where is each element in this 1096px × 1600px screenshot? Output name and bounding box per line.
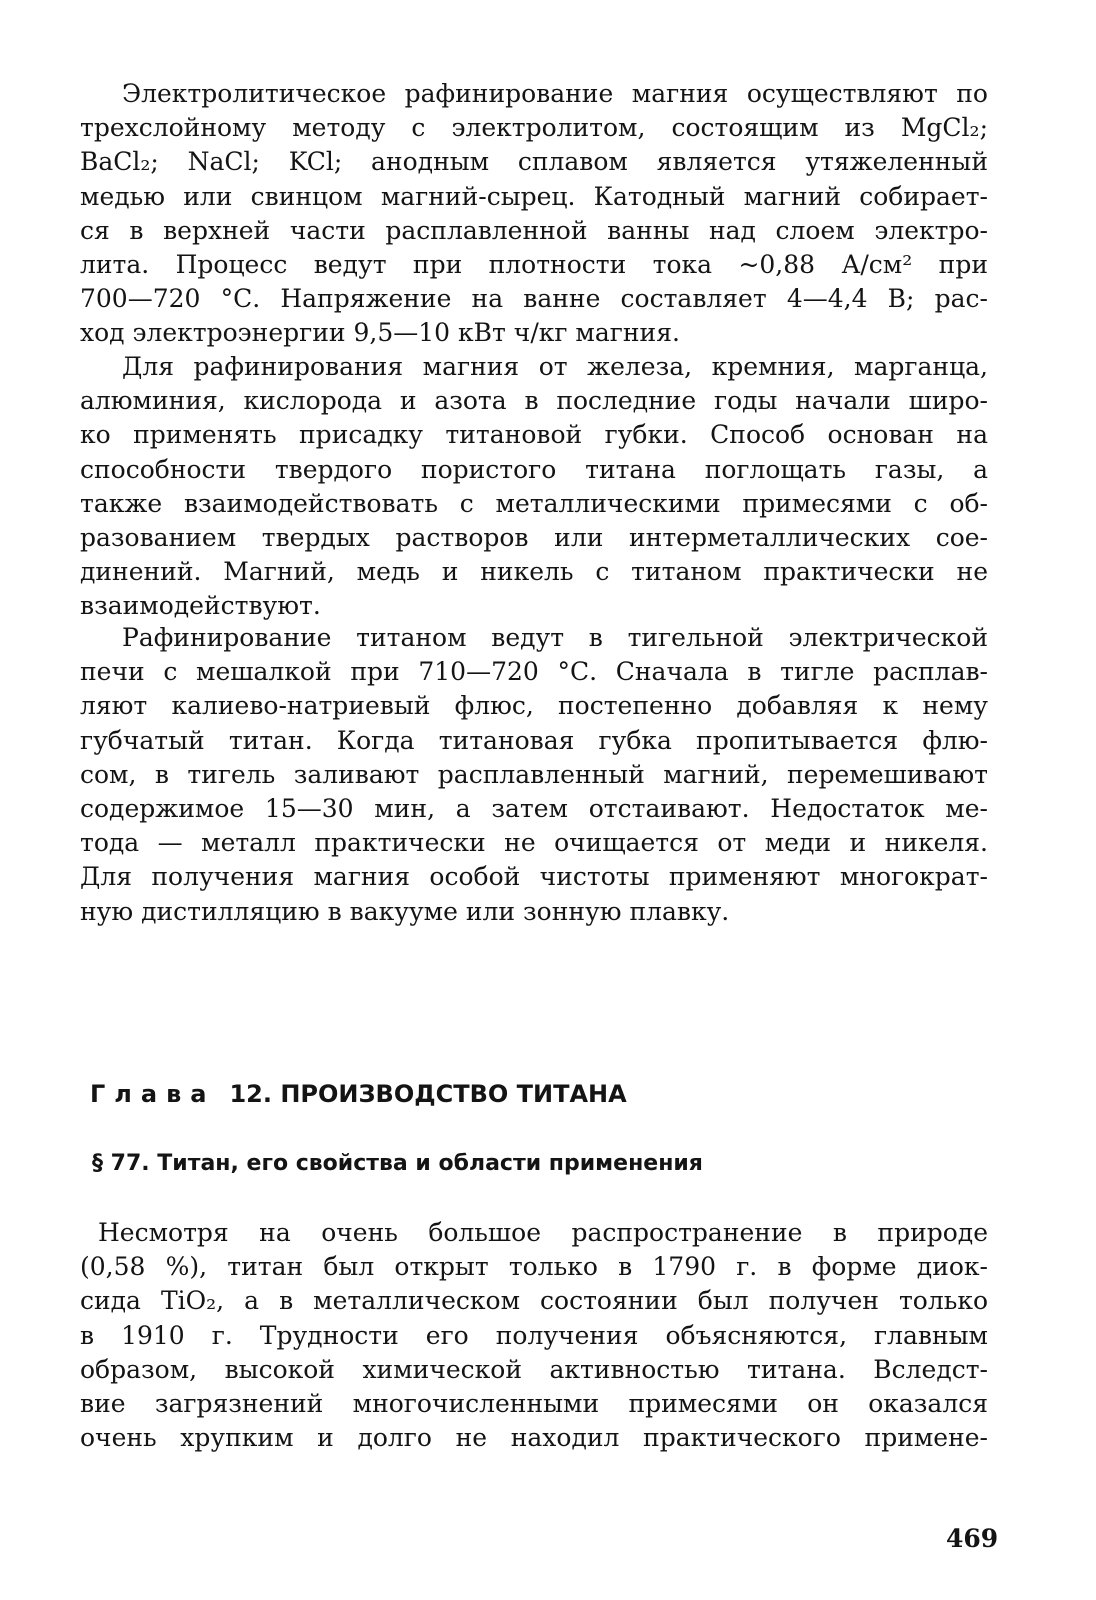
section-heading: § 77. Титан, его свойства и области применения <box>92 1151 703 1176</box>
text-line: Рафинирование титаном ведут в тигельной электрической <box>122 623 988 652</box>
text-line: ляют калиево-натриевый флюс, постепенно добавляя к нему <box>80 691 988 721</box>
text-line: ход электроэнергии 9,5—10 кВт ч/кг магния. <box>80 318 680 348</box>
text-line: динений. Магний, медь и никель с титаном практически не <box>80 557 988 587</box>
text-line: тода — металл практически не очищается от меди и никеля. <box>80 828 988 858</box>
text-line: BaCl₂; NaCl; KCl; анодным сплавом является утяжеленный <box>80 147 988 177</box>
text-line: Для рафинирования магния от железа, кремния, марганца, <box>122 352 988 381</box>
text-line: 700—720 °С. Напряжение на ванне составляет 4—4,4 В; рас- <box>80 284 988 314</box>
text-line: ся в верхней части расплавленной ванны над слоем электро- <box>80 215 988 245</box>
text-line: разованием твердых растворов или интерметаллических сое- <box>80 522 988 552</box>
text-line: (0,58 %), титан был открыт только в 1790 г. в форме диок- <box>80 1252 988 1282</box>
text-line: образом, высокой химической активностью титана. Вследст- <box>80 1354 988 1384</box>
text-line: в 1910 г. Трудности его получения объясняются, главным <box>80 1320 988 1350</box>
text-line: печи с мешалкой при 710—720 °С. Сначала в тигле расплав- <box>80 657 988 687</box>
text-line: сом, в тигель заливают расплавленный магний, перемешивают <box>80 759 988 789</box>
chapter-word: Глава <box>90 1080 216 1108</box>
text-line: медью или свинцом магний-сырец. Катодный магний собирает- <box>80 181 988 211</box>
page-number: 469 <box>946 1524 999 1553</box>
text-line: Для получения магния особой чистоты применяют многократ- <box>80 862 988 892</box>
chapter-title: 12. ПРОИЗВОДСТВО ТИТАНА <box>229 1080 627 1108</box>
text-line: Электролитическое рафинирование магния осуществляют по <box>122 79 988 108</box>
paragraph-titanium-refining <box>80 621 988 929</box>
paragraph-titanium-sponge <box>80 350 988 624</box>
text-line: ко применять присадку титановой губки. Способ основан на <box>80 420 988 450</box>
text-line: содержимое 15—30 мин, а затем отстаивают. Недостаток ме- <box>80 793 988 823</box>
text-line: также взаимодействовать с металлическими примесями с об- <box>80 488 988 518</box>
paragraph-titanium-history <box>80 1216 988 1455</box>
chapter-heading <box>90 1078 627 1110</box>
text-line: ную дистилляцию в вакууме или зонную плавку. <box>80 896 730 926</box>
paragraph-electrolytic-refining <box>80 77 988 351</box>
text-line: трехслойному методу с электролитом, состоящим из MgCl₂; <box>80 113 988 143</box>
text-line: вие загрязнений многочисленными примесями он оказался <box>80 1388 988 1418</box>
text-line: губчатый титан. Когда титановая губка пропитывается флю- <box>80 725 988 755</box>
text-line: алюминия, кислорода и азота в последние годы начали широ- <box>80 386 988 416</box>
text-line: взаимодействуют. <box>80 591 321 621</box>
text-line: лита. Процесс ведут при плотности тока ~0,88 А/см² при <box>80 249 988 279</box>
text-line: сида TiO₂, а в металлическом состоянии был получен только <box>80 1286 988 1316</box>
text-line: очень хрупким и долго не находил практического примене- <box>80 1423 988 1453</box>
text-line: способности твердого пористого титана поглощать газы, а <box>80 454 988 484</box>
text-line: Несмотря на очень большое распространение в природе <box>98 1218 988 1247</box>
